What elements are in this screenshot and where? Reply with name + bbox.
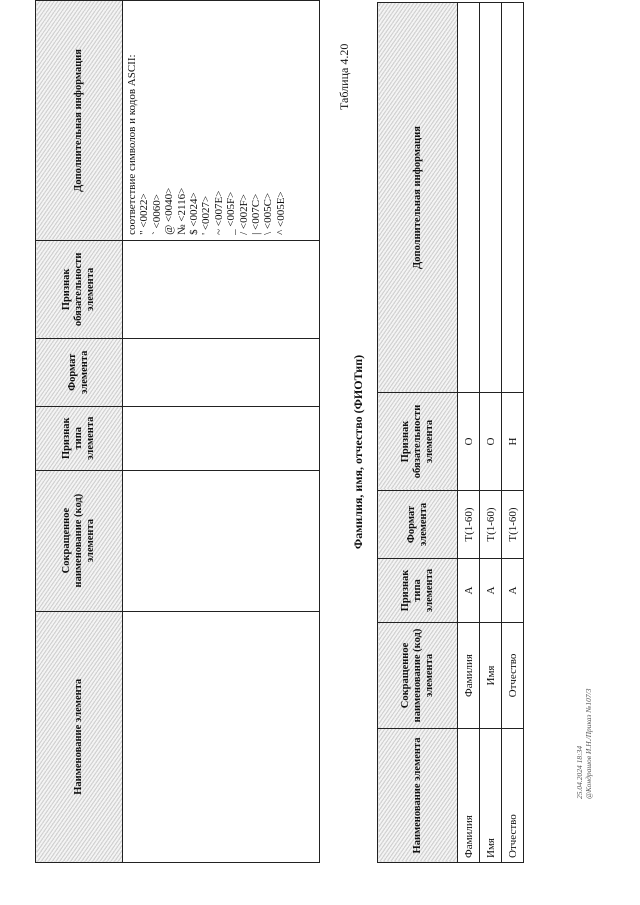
cell-format (123, 338, 320, 406)
table-header-row (36, 1, 123, 863)
table-caption: Фамилия, имя, отчество (ФИОТип) (351, 354, 365, 550)
cell-format: T(1-60) (458, 491, 480, 559)
cell-info (502, 3, 524, 393)
cell-format: T(1-60) (480, 491, 502, 559)
cell-type (123, 406, 320, 470)
cell-required: О (458, 393, 480, 491)
cell-name: Фамилия (458, 729, 480, 863)
col-header-required: Признак обязательности элемента (36, 240, 123, 338)
ascii-code-line: ^ <005E> (274, 191, 287, 235)
cell-required: Н (502, 393, 524, 491)
cell-code: Фамилия (458, 623, 480, 729)
ascii-code-line: / <002F> (237, 194, 250, 235)
table-continuation (35, 0, 320, 863)
col-header-name: Наименование элемента (378, 729, 458, 863)
table-header-row (378, 3, 458, 863)
col-header-info: Дополнительная информация (378, 3, 458, 393)
table-number-label: Таблица 4.20 (337, 43, 351, 110)
cell-type: А (502, 559, 524, 623)
cell-type: А (458, 559, 480, 623)
ascii-code-line: _ <005F> (225, 191, 238, 235)
table-row (123, 1, 320, 863)
col-header-info: Дополнительная информация (36, 1, 123, 241)
cell-type: А (480, 559, 502, 623)
cell-name: Имя (480, 729, 502, 863)
cell-info (458, 3, 480, 393)
signature-stamp (575, 688, 593, 799)
ascii-code-line: ` <0060> (150, 194, 163, 235)
ascii-code-line: $ <0024> (188, 192, 201, 235)
cell-info-ascii-codes (123, 1, 320, 241)
ascii-intro: соответствие символов и кодов ASCII: (126, 54, 138, 235)
stamp-date: 25.04.2024 18:34 (575, 745, 584, 799)
col-header-type: Признак типа элемента (36, 406, 123, 470)
cell-required: О (480, 393, 502, 491)
ascii-code-line: ' <0027> (200, 195, 213, 235)
cell-code (123, 470, 320, 611)
ascii-code-line: @ <0040> (163, 187, 176, 235)
col-header-code: Сокращенное наименование (код) элемента (36, 470, 123, 611)
table-row (458, 3, 480, 863)
col-header-code: Сокращенное наименование (код) элемента (378, 623, 458, 729)
ascii-code-line: | <007C> (250, 193, 263, 235)
cell-name (123, 611, 320, 862)
col-header-type: Признак типа элемента (378, 559, 458, 623)
table-row (480, 3, 502, 863)
ascii-code-line: № <2116> (175, 187, 188, 235)
stamp-signer: @Кондрашов И.Н./Приказ №107/3 (584, 688, 593, 799)
ascii-code-line: " <0022> (138, 193, 151, 235)
cell-required (123, 240, 320, 338)
table-fio (377, 2, 524, 863)
ascii-code-line: \ <005C> (262, 192, 275, 235)
table-row (502, 3, 524, 863)
col-header-name: Наименование элемента (36, 611, 123, 862)
cell-code: Отчество (502, 623, 524, 729)
cell-name: Отчество (502, 729, 524, 863)
cell-code: Имя (480, 623, 502, 729)
cell-info (480, 3, 502, 393)
ascii-code-line: ~ <007E> (212, 190, 225, 235)
cell-format: T(1-60) (502, 491, 524, 559)
col-header-format: Формат элемента (36, 338, 123, 406)
col-header-format: Формат элемента (378, 491, 458, 559)
col-header-required: Признак обязательности элемента (378, 393, 458, 491)
